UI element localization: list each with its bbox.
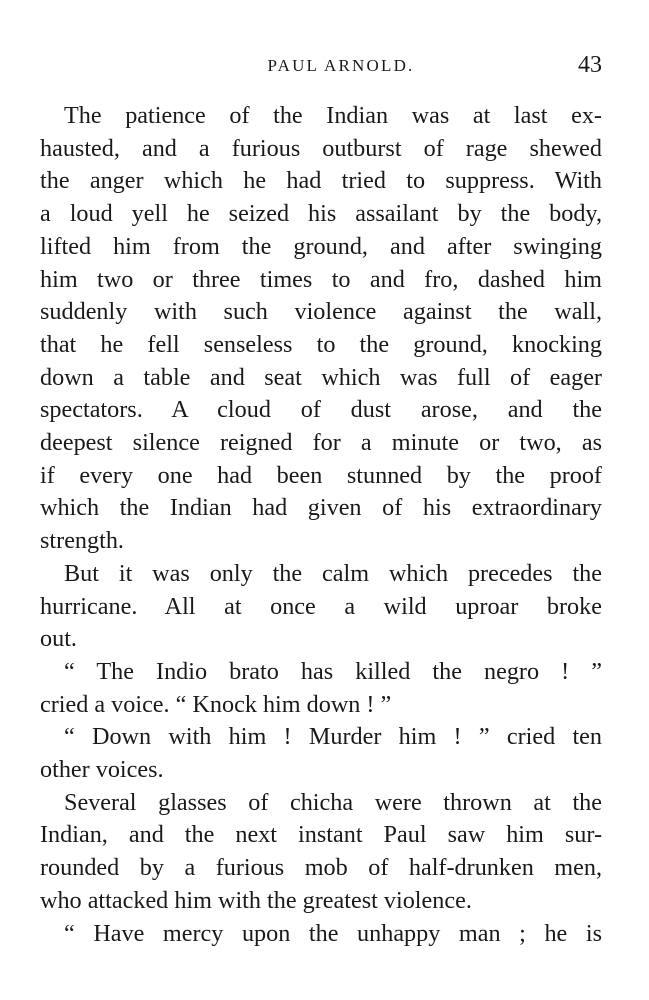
text-line: “ Down with him ! Murder him ! ” cried ten (64, 723, 602, 751)
running-title: PAUL ARNOLD. (267, 56, 415, 75)
text-line: hausted, and a furious outburst of rage shewed (40, 134, 602, 162)
text-line: down a table and seat which was full of eager (40, 363, 602, 391)
text-line: rounded by a furious mob of half-drunken men, (40, 854, 602, 882)
text-line: out. (40, 625, 77, 653)
text-line: which the Indian had given of his extraordinary (40, 494, 602, 522)
text-line: The patience of the Indian was at last ex- (64, 102, 602, 129)
text-line: Several glasses of chicha were thrown at the (64, 788, 602, 816)
text-line: “ The Indio brato has killed the negro ! ” (64, 657, 602, 685)
text-line: a loud yell he seized his assailant by the body, (40, 200, 602, 228)
page-number: 43 (578, 52, 602, 78)
text-line: hurricane. All at once a wild uproar broke (40, 592, 602, 620)
running-header (40, 52, 602, 82)
text-line: cried a voice. “ Knock him down ! ” (40, 690, 392, 718)
text-line: But it was only the calm which precedes the (64, 559, 602, 587)
paragraph (40, 721, 602, 786)
paragraph (40, 787, 602, 918)
text-line: lifted him from the ground, and after swinging (40, 232, 602, 260)
text-line: if every one had been stunned by the proof (40, 461, 602, 489)
text-line: suddenly with such violence against the wall, (40, 298, 602, 326)
paragraph (40, 918, 602, 951)
paragraph (40, 656, 602, 721)
text-line: Indian, and the next instant Paul saw him sur- (40, 821, 602, 849)
text-line: spectators. A cloud of dust arose, and the (40, 396, 602, 424)
body-text (40, 100, 602, 950)
text-line: deepest silence reigned for a minute or two, as (40, 429, 602, 457)
text-line: the anger which he had tried to suppress. With (40, 167, 602, 195)
text-line: that he fell senseless to the ground, knocking (40, 330, 602, 358)
text-line: who attacked him with the greatest violence. (40, 886, 472, 914)
text-line: “ Have mercy upon the unhappy man ; he is (64, 919, 602, 947)
paragraph (40, 558, 602, 656)
text-line: other voices. (40, 756, 164, 784)
paragraph (40, 100, 602, 558)
text-line: him two or three times to and fro, dashed him (40, 265, 602, 293)
text-line: strength. (40, 527, 124, 555)
